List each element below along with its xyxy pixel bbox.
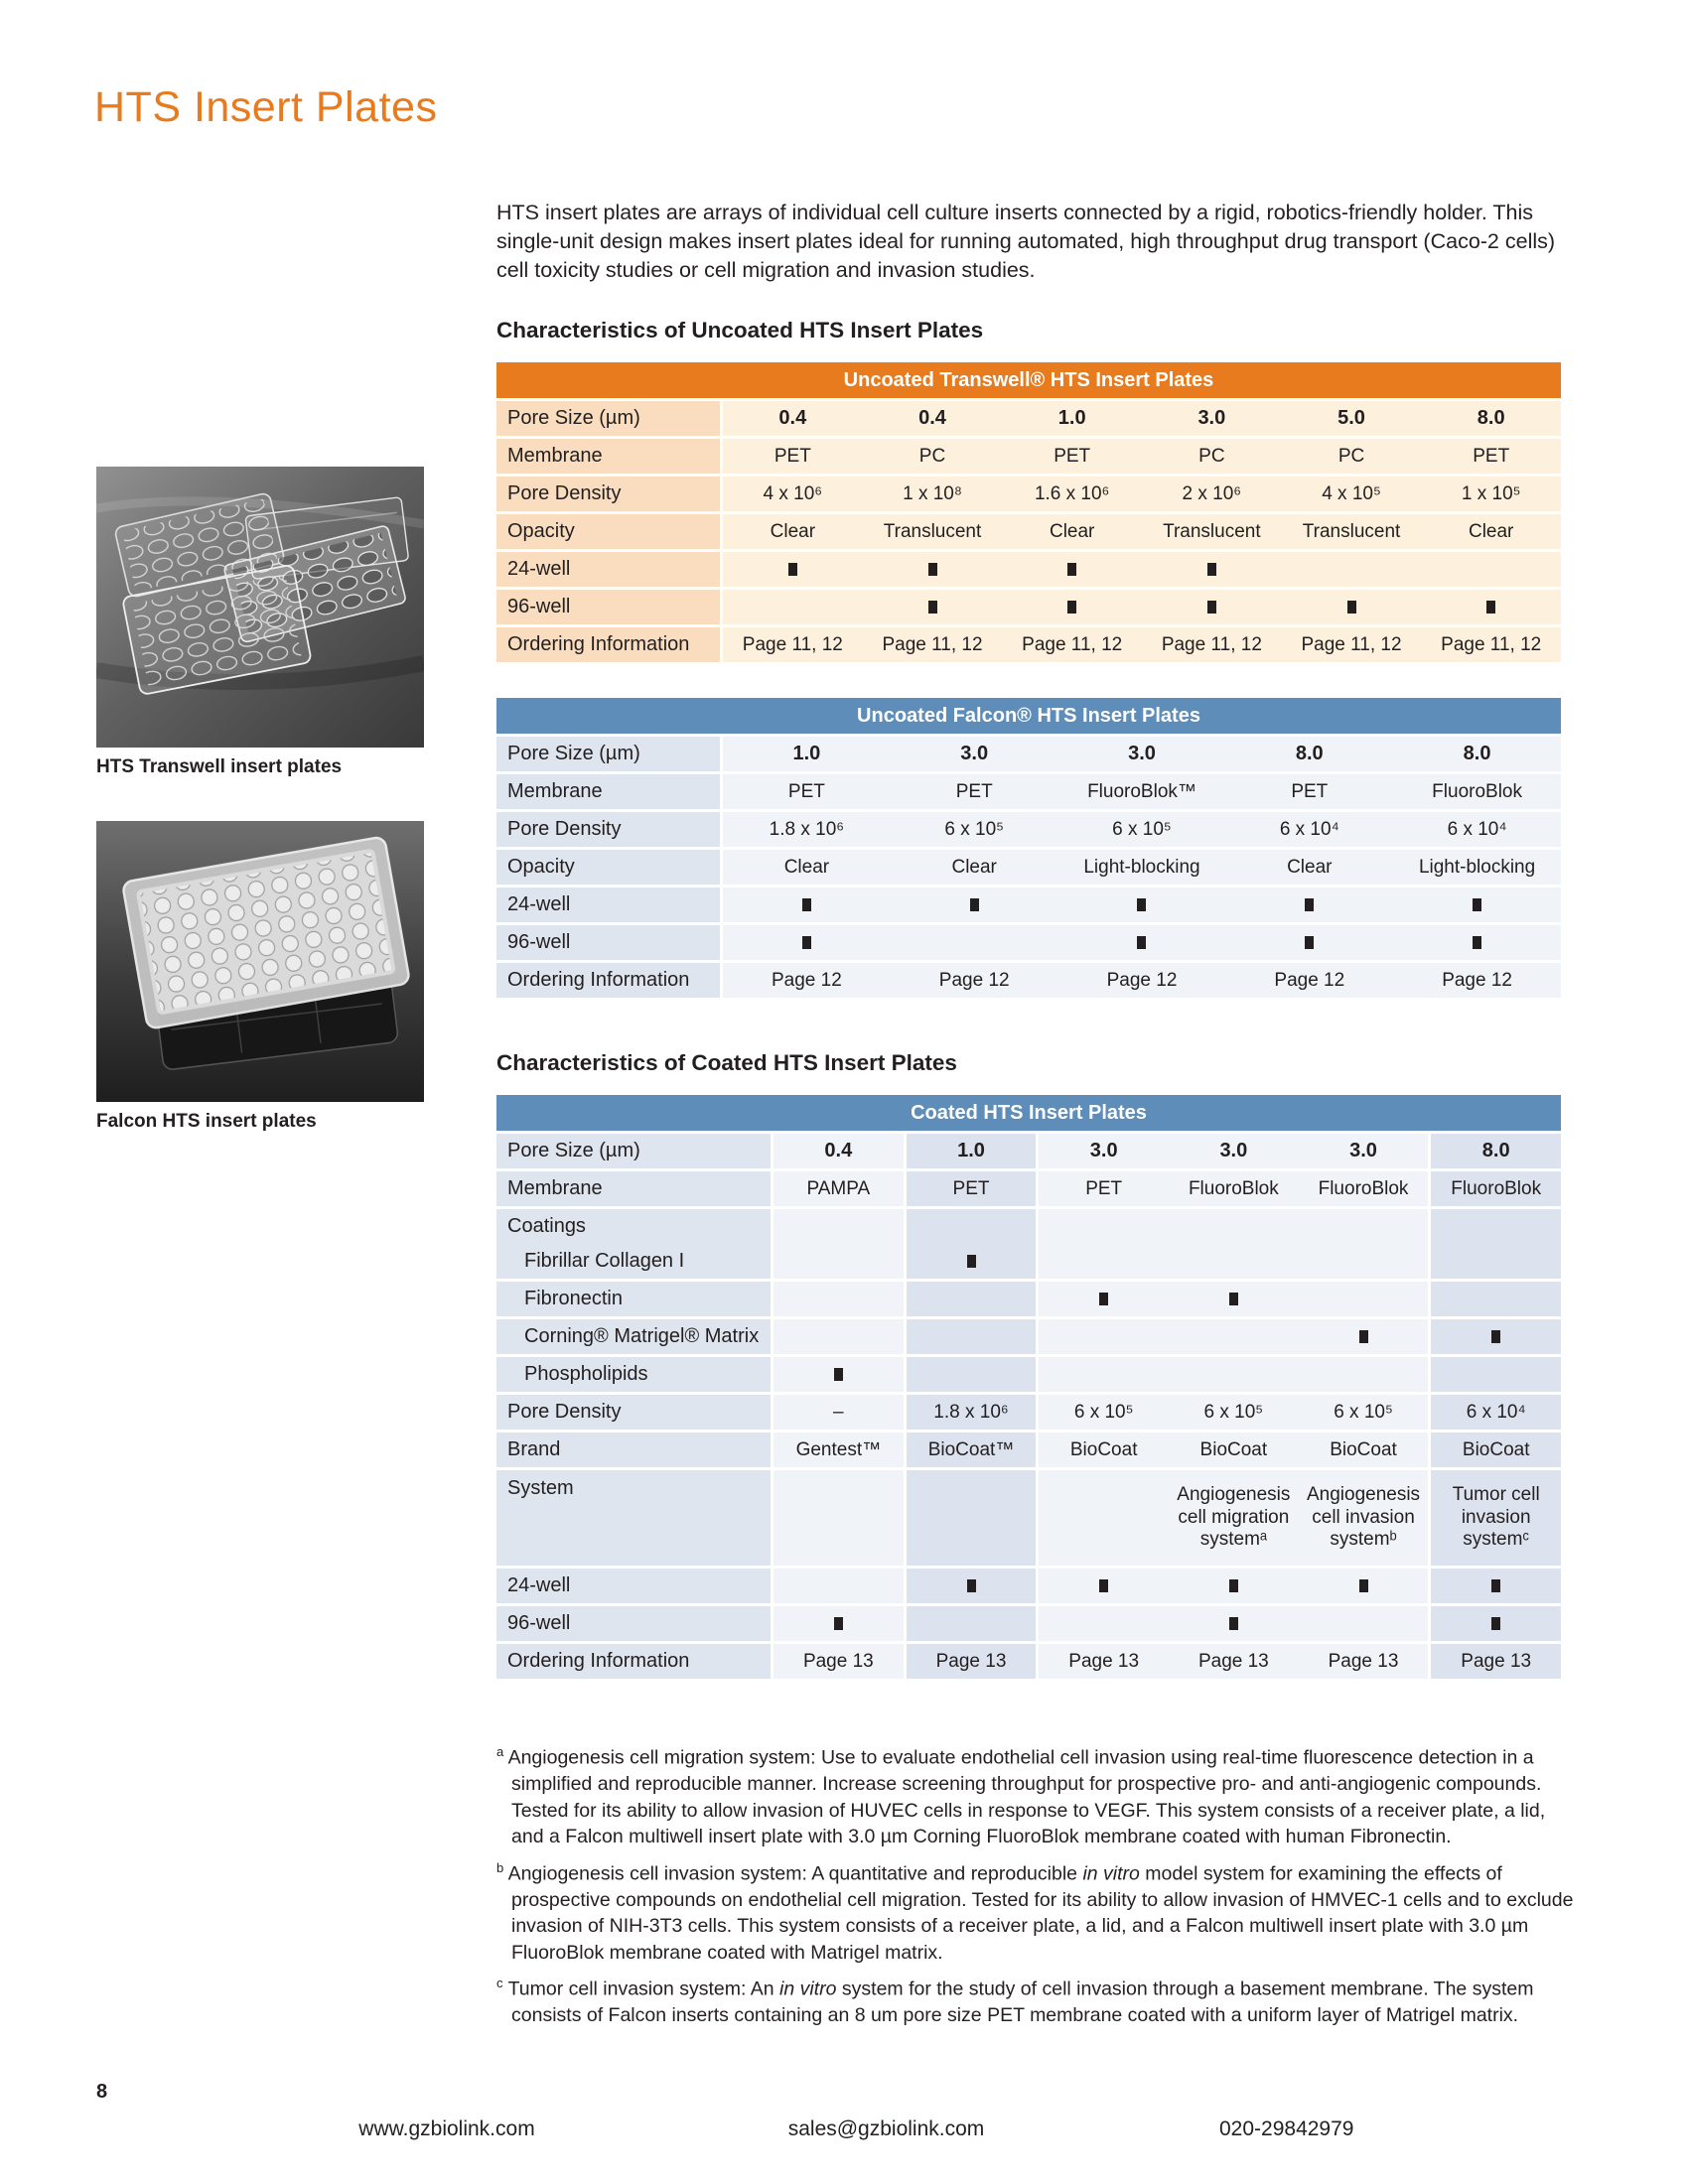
cell xyxy=(1142,590,1282,624)
table-row xyxy=(496,812,1561,847)
cell: Page 12 xyxy=(1225,963,1393,998)
cell: BioCoat xyxy=(1039,1433,1169,1467)
cell xyxy=(774,1357,904,1392)
row-label: Pore Size (µm) xyxy=(496,737,720,771)
cell xyxy=(1039,1244,1169,1279)
cell: FluoroBlok xyxy=(1431,1171,1561,1206)
cell: PET xyxy=(1002,439,1142,474)
cell xyxy=(1431,1606,1561,1641)
row-label: Fibrillar Collagen I xyxy=(496,1244,771,1279)
table-row xyxy=(496,1171,1561,1206)
cell: PAMPA xyxy=(774,1171,904,1206)
table-coated xyxy=(496,1095,1561,1682)
cell xyxy=(863,590,1003,624)
checkmark-square xyxy=(802,898,811,911)
cell: FluoroBlok™ xyxy=(1058,774,1226,809)
cell xyxy=(1299,1357,1429,1392)
footer-website: www.gzbiolink.com xyxy=(358,2117,535,2140)
cell xyxy=(1225,925,1393,960)
cell: Page 11, 12 xyxy=(1282,627,1422,662)
checkmark-square xyxy=(1207,563,1216,576)
cell xyxy=(907,1209,1037,1244)
cell: Clear xyxy=(1002,514,1142,549)
checkmark-square xyxy=(1486,601,1495,614)
figure-caption: Falcon HTS insert plates xyxy=(96,1111,317,1132)
cell: FluoroBlok xyxy=(1299,1171,1429,1206)
footnote-text: Angiogenesis cell invasion system: A quantitative and reproducible xyxy=(507,1862,1083,1884)
cell xyxy=(774,1569,904,1603)
hts-transwell-photo-illustration xyxy=(96,467,424,748)
row-label: 24-well xyxy=(496,887,720,922)
checkmark-square xyxy=(967,1255,976,1268)
cell: 3.0 xyxy=(891,737,1058,771)
table-title: Coated HTS Insert Plates xyxy=(496,1095,1561,1131)
cell: 6 x 10⁴ xyxy=(1431,1395,1561,1430)
checkmark-square xyxy=(1491,1617,1500,1630)
checkmark-square xyxy=(1229,1617,1238,1630)
footnote xyxy=(496,1971,1579,2029)
cell xyxy=(723,925,891,960)
cell: Page 13 xyxy=(774,1644,904,1679)
figure-caption: HTS Transwell insert plates xyxy=(96,756,343,777)
checkmark-square xyxy=(1067,563,1076,576)
checkmark-square xyxy=(1359,1579,1368,1592)
table-row xyxy=(496,887,1561,922)
checkmark-square xyxy=(788,563,797,576)
cell xyxy=(1431,1569,1561,1603)
table-uncoated-falcon xyxy=(496,698,1561,1001)
cell: BioCoat xyxy=(1431,1433,1561,1467)
cell xyxy=(1431,1282,1561,1316)
cell xyxy=(1169,1244,1299,1279)
row-label: System xyxy=(496,1470,771,1566)
cell: Translucent xyxy=(1142,514,1282,549)
cell xyxy=(907,1282,1037,1316)
cell xyxy=(723,887,891,922)
cell: 2 x 10⁶ xyxy=(1142,477,1282,511)
table-row xyxy=(496,590,1561,624)
cell xyxy=(1039,1209,1169,1244)
checkmark-square xyxy=(1359,1330,1368,1343)
cell: BioCoat xyxy=(1299,1433,1429,1467)
cell xyxy=(907,1357,1037,1392)
cell xyxy=(1393,925,1561,960)
cell: 3.0 xyxy=(1039,1134,1169,1168)
table-row xyxy=(496,737,1561,771)
row-label: Ordering Information xyxy=(496,627,720,662)
checkmark-square xyxy=(1229,1579,1238,1592)
footnote-text: in vitro xyxy=(779,1978,837,2000)
footnote-marker: a xyxy=(496,1744,504,1759)
row-label: Pore Density xyxy=(496,1395,771,1430)
row-label: Corning® Matrigel® Matrix xyxy=(496,1319,771,1354)
figure-falcon-hts xyxy=(96,821,424,1133)
table-row xyxy=(496,439,1561,474)
cell xyxy=(1039,1357,1169,1392)
cell xyxy=(1431,1209,1561,1244)
cell: BioCoat xyxy=(1169,1433,1299,1467)
footer-email: sales@gzbiolink.com xyxy=(787,2117,985,2140)
row-label: Pore Density xyxy=(496,812,720,847)
table-row xyxy=(496,552,1561,587)
cell: 8.0 xyxy=(1421,401,1561,436)
row-label: Pore Size (µm) xyxy=(496,401,720,436)
cell xyxy=(774,1209,904,1244)
row-label: Ordering Information xyxy=(496,963,720,998)
cell xyxy=(1058,925,1226,960)
cell: 6 x 10⁴ xyxy=(1393,812,1561,847)
row-label: Phospholipids xyxy=(496,1357,771,1392)
cell: 3.0 xyxy=(1169,1134,1299,1168)
table-uncoated-transwell xyxy=(496,362,1561,665)
table-row xyxy=(496,850,1561,885)
cell: 4 x 10⁶ xyxy=(723,477,863,511)
cell: Page 11, 12 xyxy=(1142,627,1282,662)
cell: Page 13 xyxy=(1299,1644,1429,1679)
cell xyxy=(1299,1319,1429,1354)
falcon-hts-photo-illustration xyxy=(96,821,424,1102)
row-label: Pore Density xyxy=(496,477,720,511)
cell xyxy=(1002,590,1142,624)
cell: Page 12 xyxy=(891,963,1058,998)
row-label: Membrane xyxy=(496,439,720,474)
cell: Clear xyxy=(891,850,1058,885)
row-label: Brand xyxy=(496,1433,771,1467)
cell: PET xyxy=(891,774,1058,809)
cell xyxy=(1169,1209,1299,1244)
cell: Angiogenesis cell migration systemᵃ xyxy=(1169,1470,1299,1566)
cell: 5.0 xyxy=(1282,401,1422,436)
cell xyxy=(774,1282,904,1316)
checkmark-square xyxy=(1473,898,1481,911)
table-row xyxy=(496,627,1561,662)
cell: 1 x 10⁸ xyxy=(863,477,1003,511)
row-label: Fibronectin xyxy=(496,1282,771,1316)
row-label: 96-well xyxy=(496,590,720,624)
footnotes xyxy=(496,1739,1579,2034)
cell: 0.4 xyxy=(723,401,863,436)
cell: PET xyxy=(723,439,863,474)
cell xyxy=(1299,1569,1429,1603)
checkmark-square xyxy=(1207,601,1216,614)
checkmark-square xyxy=(1137,898,1146,911)
cell xyxy=(1282,552,1422,587)
table-row xyxy=(496,1357,1561,1392)
cell xyxy=(863,552,1003,587)
cell xyxy=(1431,1357,1561,1392)
cell: Page 11, 12 xyxy=(1421,627,1561,662)
cell: Page 13 xyxy=(907,1644,1037,1679)
table-row xyxy=(496,963,1561,998)
cell: 1.0 xyxy=(1002,401,1142,436)
table-row xyxy=(496,1569,1561,1603)
row-label: 96-well xyxy=(496,1606,771,1641)
cell xyxy=(1225,887,1393,922)
checkmark-square xyxy=(1347,601,1356,614)
cell xyxy=(1142,552,1282,587)
cell xyxy=(1299,1244,1429,1279)
table-row xyxy=(496,925,1561,960)
cell: PET xyxy=(1225,774,1393,809)
cell: – xyxy=(774,1395,904,1430)
footnote-text: Tumor cell invasion system: An xyxy=(507,1978,780,2000)
table-row xyxy=(496,1644,1561,1679)
footnote-text: Angiogenesis cell migration system: Use to evaluate endothelial cell invasion using real-time fluorescence detection in a simplified and reproducible manner. Increase screening throughput for prospective pro- and anti-angiogenic compounds. Tested for its ability to allow invasion of HUVEC cells in response to VEGF. This system consists of a receiver plate, a lid, and a Falcon multiwell insert plate with 3.0 µm Corning FluoroBlok membrane coated with human Fibronectin. xyxy=(507,1746,1546,1847)
cell: Page 12 xyxy=(723,963,891,998)
page-title: HTS Insert Plates xyxy=(94,83,438,131)
cell xyxy=(891,925,1058,960)
cell: Angiogenesis cell invasion systemᵇ xyxy=(1299,1470,1429,1566)
cell: Translucent xyxy=(1282,514,1422,549)
cell xyxy=(1431,1244,1561,1279)
row-label: 24-well xyxy=(496,552,720,587)
cell xyxy=(723,552,863,587)
table-row xyxy=(496,774,1561,809)
cell xyxy=(1039,1470,1169,1566)
checkmark-square xyxy=(1229,1293,1238,1305)
table-title: Uncoated Transwell® HTS Insert Plates xyxy=(496,362,1561,398)
cell: Page 13 xyxy=(1039,1644,1169,1679)
table-row xyxy=(496,401,1561,436)
cell xyxy=(891,887,1058,922)
table-row xyxy=(496,1209,1561,1244)
cell xyxy=(774,1244,904,1279)
cell: 3.0 xyxy=(1299,1134,1429,1168)
cell: 4 x 10⁵ xyxy=(1282,477,1422,511)
checkmark-square xyxy=(1137,936,1146,949)
cell: Clear xyxy=(723,850,891,885)
cell: PC xyxy=(1282,439,1422,474)
footnote-marker: c xyxy=(496,1976,503,1990)
cell xyxy=(1421,552,1561,587)
cell xyxy=(1299,1282,1429,1316)
cell: PET xyxy=(907,1171,1037,1206)
checkmark-square xyxy=(1305,898,1314,911)
cell: 0.4 xyxy=(774,1134,904,1168)
checkmark-square xyxy=(967,1579,976,1592)
cell xyxy=(1299,1606,1429,1641)
cell: Clear xyxy=(1225,850,1393,885)
row-label: Opacity xyxy=(496,514,720,549)
checkmark-square xyxy=(1305,936,1314,949)
row-label: Membrane xyxy=(496,774,720,809)
cell: Translucent xyxy=(863,514,1003,549)
cell: Clear xyxy=(723,514,863,549)
cell xyxy=(1393,887,1561,922)
cell: 1 x 10⁵ xyxy=(1421,477,1561,511)
cell: Page 12 xyxy=(1393,963,1561,998)
cell: 8.0 xyxy=(1225,737,1393,771)
table-row xyxy=(496,514,1561,549)
cell: Page 12 xyxy=(1058,963,1226,998)
intro-paragraph: HTS insert plates are arrays of individual cell culture inserts connected by a rigid, robotics-friendly holder. This single-unit design makes insert plates ideal for running automated, high throughput drug transport (Caco-2 cells) cell toxicity studies or cell migration and invasion studies. xyxy=(496,201,1556,282)
table-row xyxy=(496,1395,1561,1430)
table-row xyxy=(496,1319,1561,1354)
cell xyxy=(1282,590,1422,624)
cell: Light-blocking xyxy=(1393,850,1561,885)
table-row xyxy=(496,1134,1561,1168)
row-label: 24-well xyxy=(496,1569,771,1603)
table-row xyxy=(496,1282,1561,1316)
cell: 1.8 x 10⁶ xyxy=(723,812,891,847)
footnote-marker: b xyxy=(496,1859,504,1875)
cell: PET xyxy=(1421,439,1561,474)
cell xyxy=(907,1569,1037,1603)
cell xyxy=(774,1470,904,1566)
row-label: Opacity xyxy=(496,850,720,885)
cell xyxy=(723,590,863,624)
cell xyxy=(1169,1282,1299,1316)
cell: PET xyxy=(723,774,891,809)
checkmark-square xyxy=(834,1368,843,1381)
page-number: 8 xyxy=(96,2081,108,2103)
cell xyxy=(1169,1357,1299,1392)
cell: Tumor cell invasion systemᶜ xyxy=(1431,1470,1561,1566)
cell xyxy=(1431,1319,1561,1354)
checkmark-square xyxy=(1473,936,1481,949)
cell: 6 x 10⁵ xyxy=(1169,1395,1299,1430)
cell: 1.6 x 10⁶ xyxy=(1002,477,1142,511)
cell xyxy=(1421,590,1561,624)
cell: Page 11, 12 xyxy=(723,627,863,662)
footnote xyxy=(496,1739,1579,1850)
cell: 6 x 10⁵ xyxy=(1039,1395,1169,1430)
cell: 1.0 xyxy=(723,737,891,771)
cell xyxy=(1039,1282,1169,1316)
checkmark-square xyxy=(1099,1579,1108,1592)
cell: 8.0 xyxy=(1431,1134,1561,1168)
cell: Page 11, 12 xyxy=(863,627,1003,662)
cell: 0.4 xyxy=(863,401,1003,436)
row-label: Ordering Information xyxy=(496,1644,771,1679)
cell xyxy=(1039,1319,1169,1354)
checkmark-square xyxy=(1491,1330,1500,1343)
table-row xyxy=(496,1470,1561,1566)
table-row xyxy=(496,1433,1561,1467)
cell: 6 x 10⁴ xyxy=(1225,812,1393,847)
cell: PC xyxy=(1142,439,1282,474)
cell: Clear xyxy=(1421,514,1561,549)
cell xyxy=(1299,1209,1429,1244)
footnote-text: in vitro xyxy=(1082,1862,1140,1884)
cell: 6 x 10⁵ xyxy=(1299,1395,1429,1430)
cell xyxy=(1002,552,1142,587)
table-row xyxy=(496,1244,1561,1279)
cell xyxy=(774,1319,904,1354)
cell xyxy=(907,1319,1037,1354)
cell: Page 13 xyxy=(1431,1644,1561,1679)
cell xyxy=(907,1244,1037,1279)
table-title: Uncoated Falcon® HTS Insert Plates xyxy=(496,698,1561,734)
cell: PC xyxy=(863,439,1003,474)
table-row xyxy=(496,1606,1561,1641)
cell xyxy=(1039,1606,1169,1641)
cell: Page 13 xyxy=(1169,1644,1299,1679)
cell: 6 x 10⁵ xyxy=(891,812,1058,847)
footnote-text: model system for examining the effects of prospective compounds on endothelial cell migration. Tested for its ability to allow invasion of HMVEC-1 cells and to exclude invasion of NIH-3T3 cells. This system consists of a receiver plate, a lid, and a Falcon multiwell insert plate with 3.0 µm FluoroBlok membrane coated with Matrigel matrix. xyxy=(511,1862,1574,1964)
cell: FluoroBlok xyxy=(1169,1171,1299,1206)
cell: 3.0 xyxy=(1142,401,1282,436)
cell xyxy=(774,1606,904,1641)
cell xyxy=(1058,887,1226,922)
checkmark-square xyxy=(1491,1579,1500,1592)
cell xyxy=(1169,1319,1299,1354)
cell: 8.0 xyxy=(1393,737,1561,771)
footer-phone: 020-29842979 xyxy=(1219,2117,1354,2140)
hts-transwell-photo xyxy=(96,467,424,748)
cell: 3.0 xyxy=(1058,737,1226,771)
checkmark-square xyxy=(1067,601,1076,614)
row-label: Membrane xyxy=(496,1171,771,1206)
checkmark-square xyxy=(928,601,937,614)
footnote-text: system for the study of cell invasion through a basement membrane. The system consists of Falcon inserts containing an 8 um pore size PET membrane coated with a uniform layer of Matrigel matrix. xyxy=(511,1978,1534,2026)
cell xyxy=(907,1606,1037,1641)
cell: 6 x 10⁵ xyxy=(1058,812,1226,847)
checkmark-square xyxy=(1099,1293,1108,1305)
checkmark-square xyxy=(928,563,937,576)
footnote xyxy=(496,1855,1579,1967)
falcon-hts-photo xyxy=(96,821,424,1102)
row-label: Pore Size (µm) xyxy=(496,1134,771,1168)
cell xyxy=(1169,1606,1299,1641)
cell: Light-blocking xyxy=(1058,850,1226,885)
cell xyxy=(907,1470,1037,1566)
cell: Gentest™ xyxy=(774,1433,904,1467)
cell: 1.8 x 10⁶ xyxy=(907,1395,1037,1430)
section-heading-uncoated: Characteristics of Uncoated HTS Insert Plates xyxy=(496,318,984,342)
table-row xyxy=(496,477,1561,511)
row-label: 96-well xyxy=(496,925,720,960)
cell xyxy=(1039,1569,1169,1603)
row-label: Coatings xyxy=(496,1209,771,1244)
cell: PET xyxy=(1039,1171,1169,1206)
cell: Page 11, 12 xyxy=(1002,627,1142,662)
section-heading-coated: Characteristics of Coated HTS Insert Plates xyxy=(496,1050,957,1075)
checkmark-square xyxy=(970,898,979,911)
cell: FluoroBlok xyxy=(1393,774,1561,809)
cell: BioCoat™ xyxy=(907,1433,1037,1467)
cell: 1.0 xyxy=(907,1134,1037,1168)
figure-hts-transwell xyxy=(96,467,424,778)
checkmark-square xyxy=(834,1617,843,1630)
cell xyxy=(1169,1569,1299,1603)
checkmark-square xyxy=(802,936,811,949)
